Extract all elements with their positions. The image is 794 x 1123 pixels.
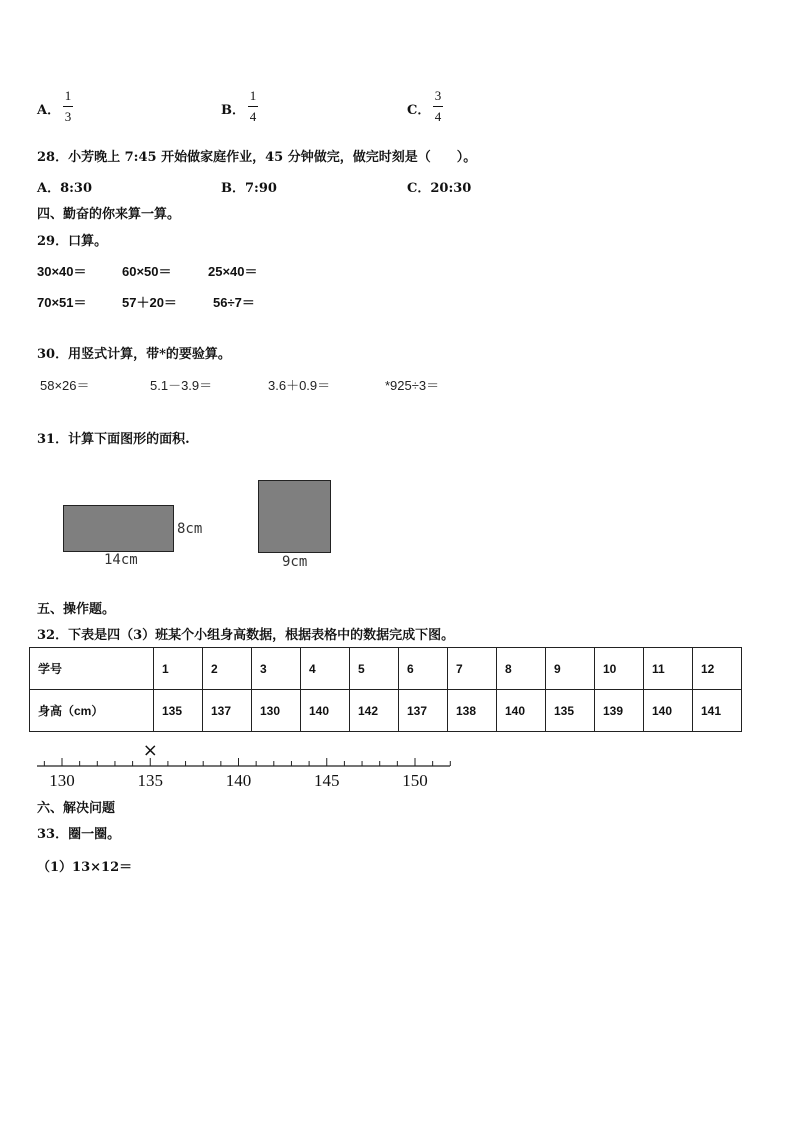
axis-tick-label: 150 — [402, 771, 428, 790]
numerator: 1 — [64, 88, 72, 103]
q28-question: 28．小芳晚上 7:45 开始做家庭作业，45 分钟做完，做完时刻是（ ）。 — [37, 150, 477, 165]
q30-item: *925÷3＝ — [385, 378, 440, 393]
table-cell: 8 — [497, 648, 546, 690]
q27-option-c-fraction — [433, 88, 443, 125]
q27-option-c-label: C． — [407, 103, 431, 118]
square-figure — [258, 480, 331, 553]
table-cell: 10 — [595, 648, 644, 690]
rectangle-figure — [63, 505, 174, 552]
table-cell: 137 — [399, 690, 448, 732]
q27-option-a-label: A． — [37, 103, 61, 118]
q29-title: 29．口算。 — [37, 234, 108, 249]
table-cell: 1 — [154, 648, 203, 690]
table-cell: 142 — [350, 690, 399, 732]
q31-title: 31．计算下面图形的面积. — [37, 432, 190, 447]
numerator: 1 — [249, 88, 257, 103]
q28-option-b: B．7:90 — [221, 181, 277, 196]
table-cell: 139 — [595, 690, 644, 732]
q30-item: 58×26＝ — [40, 378, 90, 393]
table-cell: 140 — [644, 690, 693, 732]
q29-item: 56÷7＝ — [213, 295, 255, 310]
table-cell: 135 — [154, 690, 203, 732]
table-cell: 137 — [203, 690, 252, 732]
table-cell: 138 — [448, 690, 497, 732]
table-cell: 11 — [644, 648, 693, 690]
table-cell: 3 — [252, 648, 301, 690]
table-cell: 140 — [497, 690, 546, 732]
q33-part-1: （1）13×12＝ — [37, 860, 133, 875]
q30-title: 30．用竖式计算，带*的要验算。 — [37, 347, 231, 362]
table-cell: 5 — [350, 648, 399, 690]
table-cell: 140 — [301, 690, 350, 732]
table-cell: 7 — [448, 648, 497, 690]
rectangle-height-label: 8cm — [177, 521, 203, 537]
table-header-cell: 学号 — [30, 648, 154, 690]
table-cell: 141 — [693, 690, 742, 732]
table-cell: 130 — [252, 690, 301, 732]
q27-option-a-fraction — [63, 88, 73, 125]
q28-option-a: A．8:30 — [37, 181, 93, 196]
section-4-heading: 四、勤奋的你来算一算。 — [37, 207, 181, 222]
table-cell: 4 — [301, 648, 350, 690]
table-cell: 12 — [693, 648, 742, 690]
axis-tick-label: 145 — [314, 771, 340, 790]
q29-item: 30×40＝ — [37, 264, 87, 279]
rectangle-width-label: 14cm — [104, 552, 138, 568]
q32-title: 32．下表是四（3）班某个小组身高数据，根据表格中的数据完成下图。 — [37, 628, 455, 643]
denominator: 4 — [434, 109, 442, 124]
q29-item: 70×51＝ — [37, 295, 87, 310]
square-side-label: 9cm — [282, 554, 308, 570]
table-row — [30, 690, 742, 732]
table-cell: 135 — [546, 690, 595, 732]
number-line — [20, 738, 480, 790]
section-6-heading: 六、解决问题 — [37, 801, 116, 816]
denominator: 4 — [249, 109, 257, 124]
table-cell: 2 — [203, 648, 252, 690]
axis-tick-label: 140 — [225, 771, 252, 790]
table-cell: 9 — [546, 648, 595, 690]
q30-item: 5.1－3.9＝ — [150, 378, 213, 393]
plotted-mark: × — [142, 740, 158, 761]
section-5-heading: 五、操作题。 — [37, 602, 116, 617]
height-table — [29, 647, 742, 732]
q27-option-b-fraction — [248, 88, 258, 125]
numerator: 3 — [434, 88, 442, 103]
q29-item: 25×40＝ — [208, 264, 258, 279]
q30-item: 3.6＋0.9＝ — [268, 378, 331, 393]
q29-item: 60×50＝ — [122, 264, 172, 279]
q33-title: 33．圈一圈。 — [37, 827, 121, 842]
table-header-cell: 身高（cm） — [30, 690, 154, 732]
q28-option-c: C．20:30 — [407, 181, 472, 196]
axis-tick-label: 130 — [49, 771, 75, 790]
axis-tick-label: 135 — [137, 771, 163, 790]
q27-option-b-label: B． — [221, 103, 245, 118]
q29-item: 57＋20＝ — [122, 295, 177, 310]
denominator: 3 — [64, 109, 72, 124]
table-cell: 6 — [399, 648, 448, 690]
table-row — [30, 648, 742, 690]
